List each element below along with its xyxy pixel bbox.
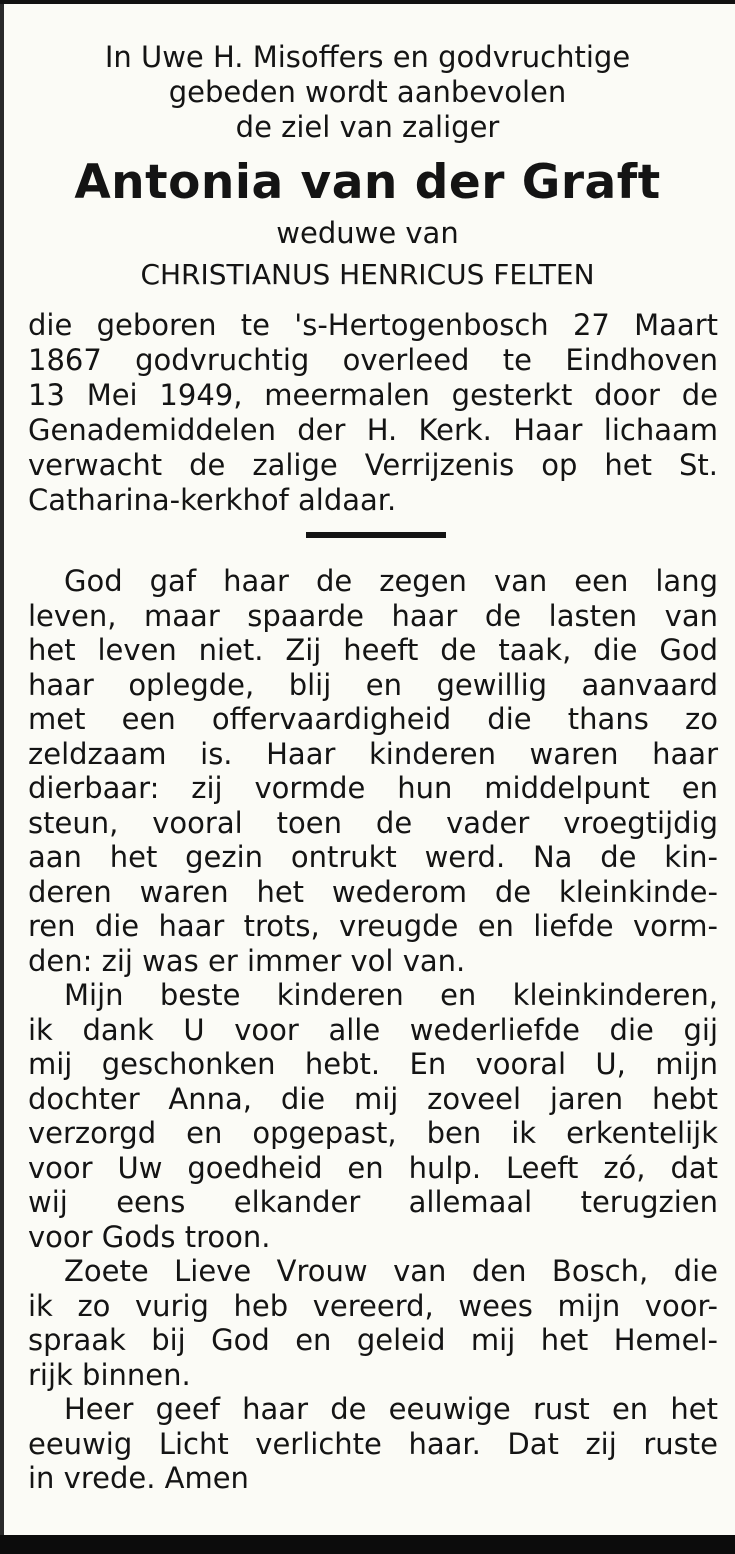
bio-line: 1867 godvruchtig overleed te Eindhoven: [28, 343, 718, 377]
paragraph-line: God gaf haar de zegen van een lang: [64, 564, 718, 598]
divider-rule: [306, 532, 446, 538]
biography: [28, 308, 718, 518]
paragraph-line: ik zo vurig heb vereerd, wees mijn voor-: [28, 1288, 718, 1323]
paragraph-line: ik dank U voor alle wederliefde die gij: [28, 1012, 718, 1047]
paragraph-line: voor Gods troon.: [28, 1219, 271, 1254]
paragraph-line: spraak bij God en geleid mij het Hemel-: [28, 1323, 718, 1357]
paragraph-line: eeuwig Licht verlichte haar. Dat zij ruste: [28, 1426, 718, 1461]
bio-line: Genademiddelen der H. Kerk. Haar lichaam: [28, 413, 718, 447]
bottom-border: [0, 1535, 735, 1554]
paragraph-line: deren waren het wederom de kleinkinde-: [28, 874, 718, 909]
paragraph-line: wij eens elkander allemaal terugzien: [28, 1185, 718, 1219]
paragraph-line: Mijn beste kinderen en kleinkinderen,: [64, 978, 718, 1012]
paragraph-line: dochter Anna, die mij zoveel jaren hebt: [28, 1081, 718, 1116]
header-line: de ziel van zaliger: [235, 110, 500, 144]
paragraph-line: voor Uw goedheid en hulp. Leeft zó, dat: [28, 1150, 718, 1185]
paragraph-line: mij geschonken hebt. En vooral U, mijn: [28, 1047, 718, 1081]
paragraph-line: haar oplegde, blij en gewillig aanvaard: [28, 667, 718, 702]
memorial-text: [28, 564, 718, 1496]
husband-name: CHRISTIANUS HENRICUS FELTEN: [140, 258, 595, 291]
bio-line: 13 Mei 1949, meermalen gesterkt door de: [28, 378, 718, 412]
paragraph-line: rijk binnen.: [28, 1357, 191, 1392]
paragraph-line: het leven niet. Zij heeft de taak, die God: [28, 633, 718, 667]
paragraph-line: in vrede. Amen: [28, 1461, 249, 1495]
bio-line: verwacht de zalige Verrijzenis op het St.: [28, 448, 718, 482]
header-line: gebeden wordt aanbevolen: [168, 75, 567, 109]
bio-line: die geboren te 's-Hertogenbosch 27 Maart: [28, 308, 718, 342]
header-line: In Uwe H. Misoffers en godvruchtige: [104, 40, 631, 74]
paragraph-line: steun, vooral toen de vader vroegtijdig: [28, 805, 718, 840]
paragraph-line: verzorgd en opgepast, ben ik erkentelijk: [28, 1116, 718, 1150]
deceased-name: Antonia van der Graft: [74, 155, 661, 210]
card-left-edge: [0, 4, 4, 1535]
widow-of-label: weduwe van: [276, 216, 459, 250]
paragraph-line: dierbaar: zij vormde hun middelpunt en: [28, 771, 718, 805]
paragraph-line: Zoete Lieve Vrouw van den Bosch, die: [64, 1254, 718, 1288]
paragraph-line: den: zij was er immer vol van.: [28, 943, 466, 978]
card-header: [20, 40, 715, 145]
paragraph-line: aan het gezin ontrukt werd. Na de kin-: [28, 840, 718, 874]
bio-line: Catharina-kerkhof aldaar.: [28, 483, 397, 517]
paragraph-line: zeldzaam is. Haar kinderen waren haar: [28, 736, 718, 771]
paragraph-line: Heer geef haar de eeuwige rust en het: [64, 1392, 718, 1426]
paragraph-line: ren die haar trots, vreugde en liefde vorm-: [28, 909, 718, 943]
paragraph-line: met een offervaardigheid die thans zo: [28, 702, 718, 736]
paragraph-line: leven, maar spaarde haar de lasten van: [28, 598, 718, 633]
